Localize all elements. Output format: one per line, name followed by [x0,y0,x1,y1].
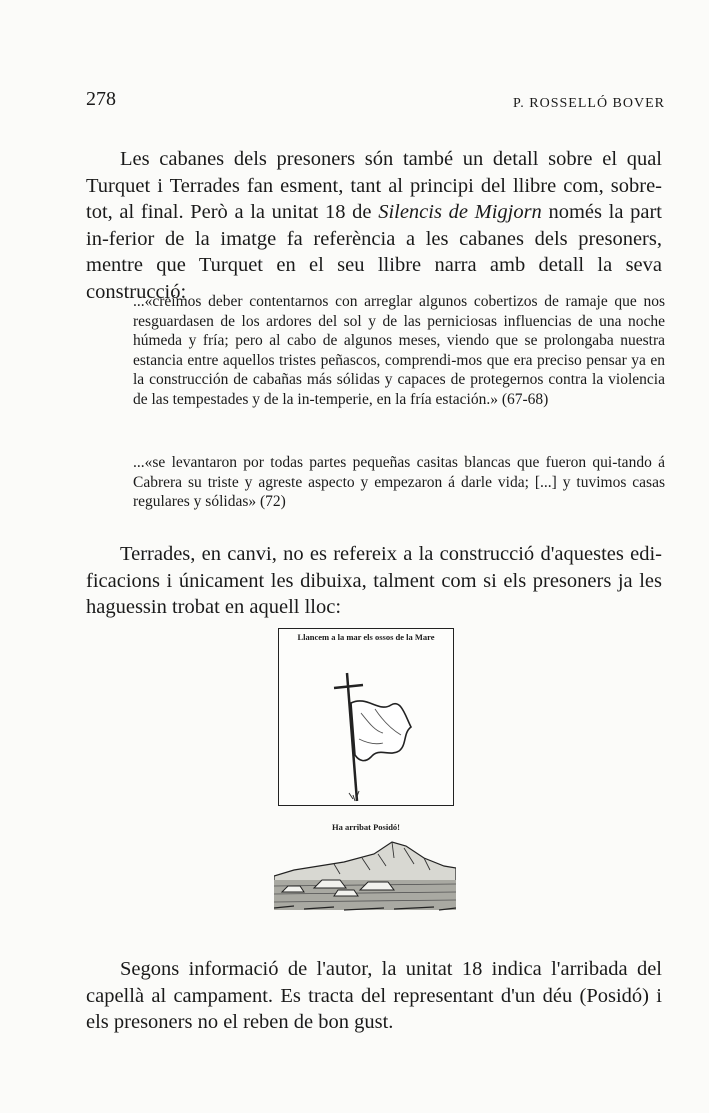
paragraph-1-text-a: Les cabanes dels presoners són també un detall sobre el qual Turquet i Terrades fan esment, tant al principi del llibre com, sobre-tot, al final. Però a la unitat 18 de [86,148,662,223]
figure-caption-bottom: Ha arribat Posidó! [332,822,400,832]
paragraph-3: Segons informació de l'autor, la unitat 18 indica l'arribada del capellà al campament. Es tracta del representant d'un déu (Posidó) i els presoners no el reben de bon gust. [86,958,662,1033]
page-number: 278 [86,88,116,110]
landscape-drawing [274,836,456,916]
quote-1: ...«creímos deber contentarnos con arreglar algunos cobertizos de ramaje que nos resguardasen de los ardores del sol y de las perniciosas influencias de una noche húmeda y fría; pero al cabo de algunos meses, viendo que se prolongaba nuestra estancia entre aquellos tristes peñascos, comprendi-mos que era preciso pensar ya en la construcción de cabañas más sólidas y capaces de protegernos contra la violencia de las tempestades y de la in-temperie, en la fría estación.» (67-68) [133,293,665,408]
book-title: Silencis de Migjorn [378,201,542,223]
quote-2: ...«se levantaron por todas partes pequeñas casitas blancas que fueron qui-tando á Cabrera su triste y agreste aspecto y empezaron á darle vida; [...] y tuvimos casas regulares y sólidas» (72) [133,454,665,510]
illustration-flag-panel [278,628,454,806]
paragraph-1 [86,146,662,305]
paragraph-2: Terrades, en canvi, no es refereix a la construcció d'aquestes edi-ficacions i únicament les dibuixa, talment com si els presoners ja les haguessin trobat en aquell lloc: [86,543,662,618]
running-head: P. ROSSELLÓ BOVER [513,96,665,111]
paragraph-1-text-b: només la part in-ferior de la imatge fa referència a les cabanes dels presoners, mentre que Turquet en el seu llibre narra amb detall la seva construcció: [86,201,662,303]
page-header [86,88,665,118]
figure-caption-top: Llancem a la mar els ossos de la Mare [297,632,435,642]
flag-cross-drawing [279,643,453,803]
